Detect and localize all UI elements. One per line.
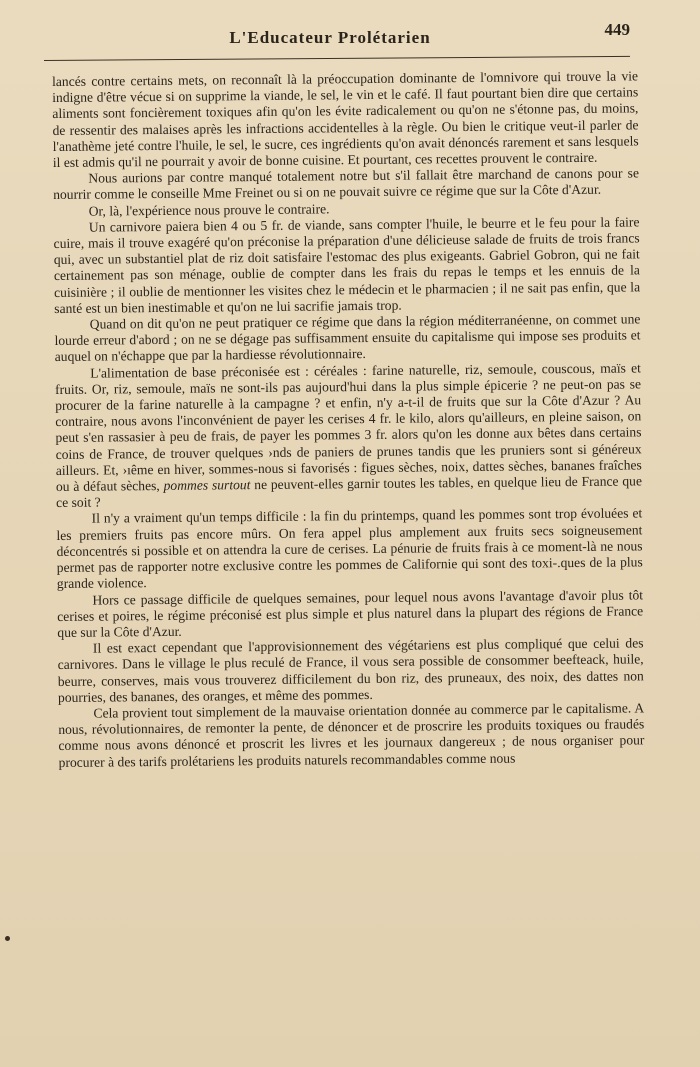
paragraph: Hors ce passage difficile de quelques semaines, pour lequel nous avons l'avantage d'avoir plus tôt cerises et poires, le régime préconisé est plus simple et plus naturel dans la plupart des régions de France que sur la Côte d'Azur. [57,586,644,640]
ink-blot [5,936,10,941]
paragraph: Un carnivore paiera bien 4 ou 5 fr. de viande, sans compter l'huile, le beurre et le feu pour la faire cuire, mais il trouve exagéré qu'on préconise la préparation d'une délicieuse salade de fruits de trois francs qui, avec un substantiel plat de riz doit satisfaire l'estomac des plus exigeants. Gabriel Gobron, qui ne fait certainement pas son ménage, oublie de compter dans les frais du repas le temps et les ennuis de la cuisinière ; il oublie de mentionner les visites chez le médecin et le pharmacien ; il ne sait pas enfin, que la santé est un bien inestimable et qu'on ne lui sacrifie jamais trop. [53,214,641,316]
paragraph: Quand on dit qu'on ne peut pratiquer ce régime que dans la région méditerranéenne, on commet une lourde erreur d'abord ; on ne se dégage pas suffisamment ensuite du capitalisme qui impose ses produits et auquel on n'échappe que par la hardiesse révolutionnaire. [54,311,641,365]
paragraph-text: ne peuvent-elles garnir toutes les tables, en quelque lieu de France que ce soit ? [56,473,643,511]
article-body [52,68,645,770]
paragraph: Nous aurions par contre manqué totalement notre but s'il fallait être marchand de canons pour se nourrir comme le conseille Mme Freinet ou si on ne pouvait suivre ce régime que sur la Côte d'Azur. [53,165,640,203]
paragraph: Cela provient tout simplement de la mauvaise orientation donnée au commerce par le capitalisme. A nous, révolutionnaires, de remonter la pente, de dénoncer et de proscrire les produits toxiques ou fraudés comme nous avons dénoncé et proscrit les livres et les journaux dangereux ; de nous organiser pour procurer à des tarifs prolétariens les produits naturels recommandables comme nous [58,700,645,770]
header-divider [44,56,630,61]
paragraph: Il est exact cependant que l'approvisionnement des végétariens est plus compliqué que celui des carnivores. Dans le village le plus reculé de France, il vous sera possible de consommer beefteack, huile, beurre, conserves, mais vous trouverez difficilement du bon riz, des pruneaux, des noix, des dattes non pourries, des bananes, des oranges, et même des pommes. [57,635,644,705]
paragraph: Il n'y a vraiment qu'un temps difficile : la fin du printemps, quand les pommes sont trop évoluées et les premiers fruits pas encore mûrs. On fera appel plus amplement aux fruits secs soigneusement déconcentrés si possible et on attendra la cure de cerises. La pénurie de fruits frais à ce moment-là ne nous permet pas de rapporter notre exclusive contre les pommes de Californie qui sont des toxi-.ques de la plus grande violence. [56,505,643,592]
paragraph [55,360,642,511]
paragraph-text: L'alimentation de base préconisée est : céréales : farine naturelle, riz, semoule, couscous, maïs et fruits. Or, riz, semoule, maïs ne sont-ils pas aujourd'hui dans la plus simple épicerie ? ne peut-on pas se procurer de la farine naturelle à la campagne ? et enfin, n'y a-t-il de fruits que sur la Côte d'Azur ? Au contraire, nous avons l'inconvénient de payer les cerises 4 fr. le kilo, alors qu'ailleurs, en pleine saison, on peut s'en rassasier à peu de frais, de payer les pommes 3 fr. alors qu'on les donne aux bêtes dans certains coins de France, de trouver quelques ›nds de paniers de prunes tandis que les pruniers sont si généreux ailleurs. Et, ›ıême en hiver, sommes-nous si favorisés : figues sèches, noix, dattes sèches, bananes fraîches ou à défaut sèches, [54,360,642,495]
running-header-title: L'Educateur Prolétarien [229,28,431,47]
paragraph: lancés contre certains mets, on reconnaît là la préoccupation dominante de l'omnivore qui trouve la vie indigne d'être vécue si on supprime la viande, le sel, le vin et le café. Il faut pourtant bien dire que certains aliments sont foncièrement toxiques afin qu'on les évite radicalement ou qu'on ne s'étonne pas, du moins, de ressentir des malaises après les infractions accidentelles à la règle. Ou bien le critique veut-il parler de l'anathème jeté contre l'huile, le sel, le sucre, ces ingrédients qu'on avait dénoncés rarement et sans lesquels il est admis qu'il ne pourrait y avoir de bonne cuisine. Et pourtant, ces recettes prouvent le contraire. [52,68,639,171]
emphasis-text: pommes surtout [163,477,251,494]
paragraph: Or, là, l'expérience nous prouve le contraire. [88,200,330,219]
page-number: 449 [604,20,630,39]
